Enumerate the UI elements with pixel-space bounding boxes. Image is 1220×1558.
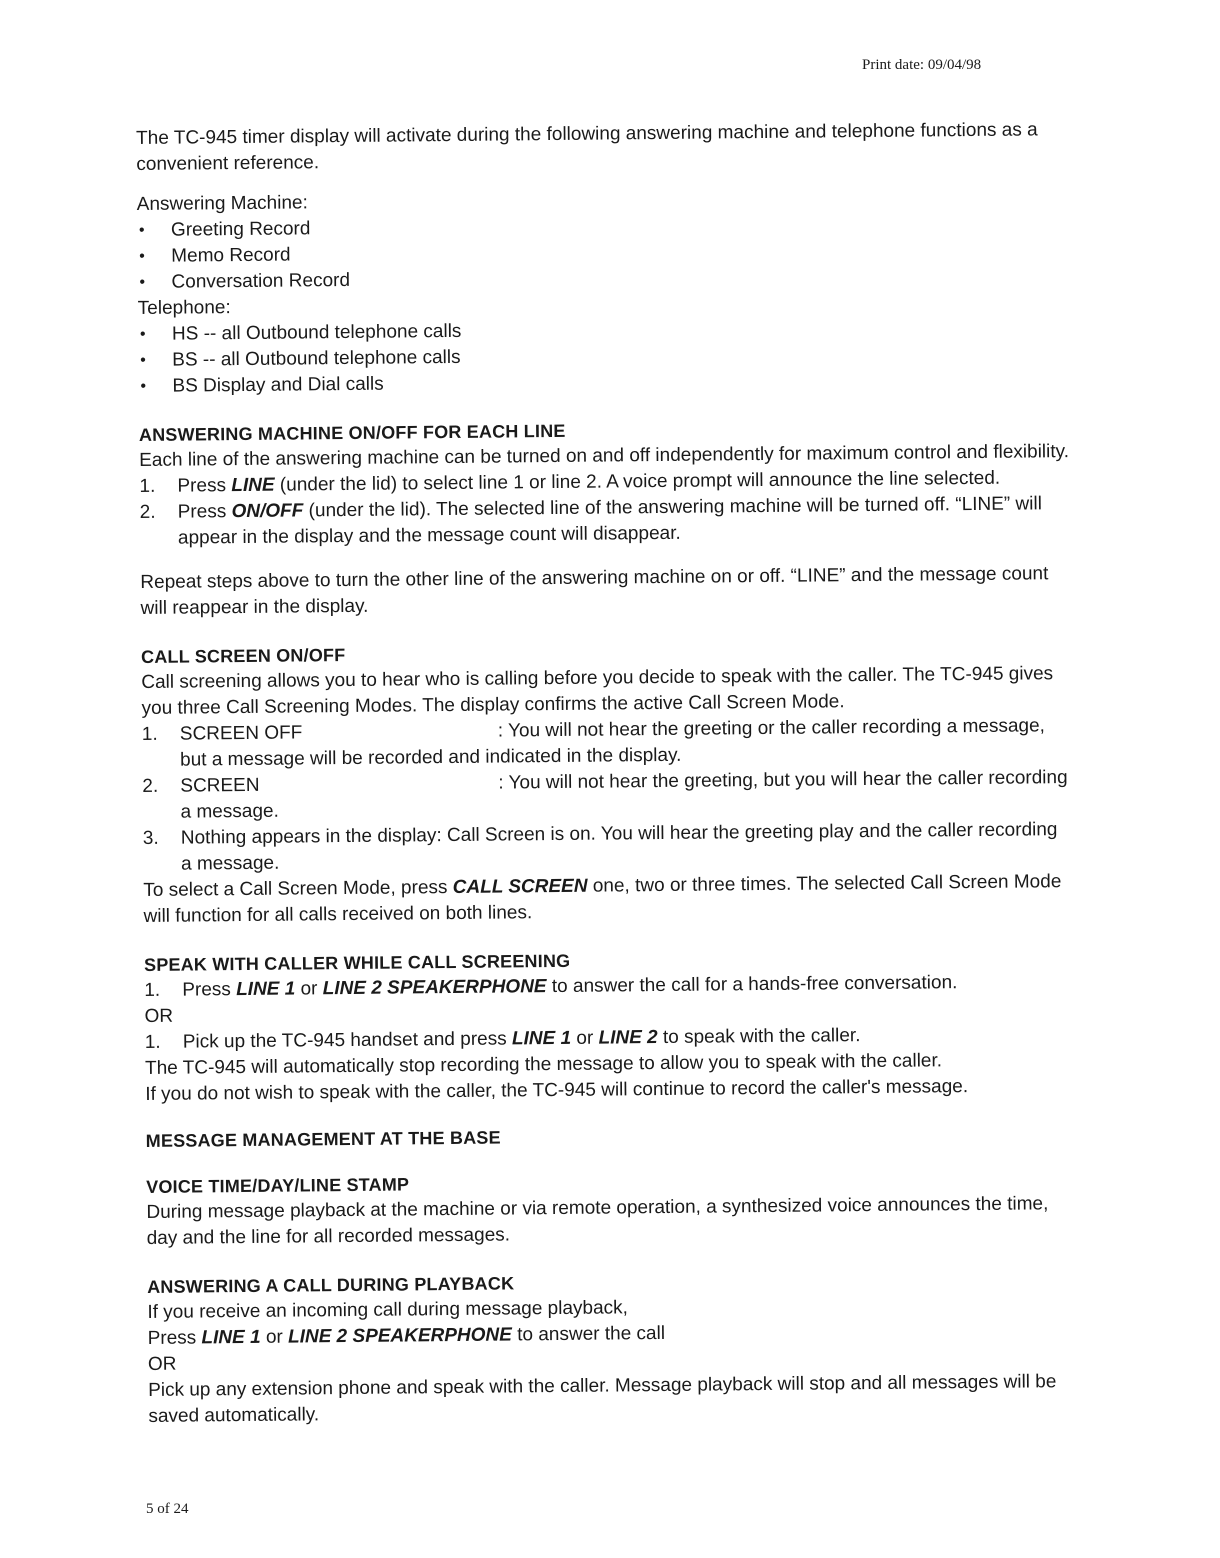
- list-item: • Conversation Record: [137, 261, 1067, 296]
- document-body: [136, 117, 1078, 1430]
- mode-term: SCREEN: [180, 774, 260, 797]
- section-paragraph: Each line of the answering machine can be turned on and off independently for maximum control and flexibility.: [139, 441, 1070, 471]
- mode-item: 1. SCREEN OFF : You will not hear the greeting or the caller recording a message, but a message will be recorded and indicated in the display.: [141, 715, 1046, 771]
- page-number: 5 of 24: [146, 1501, 189, 1517]
- section-paragraph: Call screening allows you to hear who is calling before you decide to speak with the caller. The TC-945 gives you three Call Screening Modes. The display confirms the active Call Screen Mode.: [141, 663, 1054, 719]
- section-paragraph: To select a Call Screen Mode, press CALL SCREEN one, two or three times. The selected Call Screen Mode will function for all calls received on both lines.: [143, 871, 1062, 927]
- list-item: • BS Display and Dial calls: [138, 365, 1068, 400]
- section-heading: ANSWERING MACHINE ON/OFF FOR EACH LINE: [138, 420, 566, 445]
- list-item: • Memo Record: [137, 235, 1067, 270]
- mode-list: [142, 713, 1073, 878]
- list-item: • BS -- all Outbound telephone calls: [138, 339, 1068, 374]
- key-name: LINE 2 SPEAKERPHONE: [322, 976, 547, 1000]
- step-list: [139, 465, 1070, 552]
- key-name: LINE 1: [511, 1027, 572, 1050]
- section-paragraph: If you do not wish to speak with the caller, the TC-945 will continue to record the caller's message.: [145, 1076, 969, 1105]
- section-paragraph: If you receive an incoming call during message playback,: [147, 1297, 628, 1323]
- answering-machine-label: Answering Machine:: [136, 192, 308, 215]
- step-item: 1. Press LINE (under the lid) to select line 1 or line 2. A voice prompt will announce the line selected.: [139, 467, 1001, 497]
- section-heading: SPEAK WITH CALLER WHILE CALL SCREENING: [143, 950, 571, 975]
- step-item: 2. Press ON/OFF (under the lid). The selected line of the answering machine will be turned off. “LINE” will appear in the display and the message count will disappear.: [139, 493, 1042, 549]
- telephone-label: Telephone:: [137, 297, 231, 319]
- key-name: LINE 2: [598, 1027, 658, 1049]
- mode-term: SCREEN OFF: [179, 722, 303, 745]
- section-heading: VOICE TIME/DAY/LINE STAMP: [146, 1174, 410, 1197]
- key-name: CALL SCREEN: [452, 875, 588, 898]
- key-name: LINE 1: [201, 1326, 261, 1349]
- key-name: LINE: [231, 474, 275, 497]
- intro-paragraph: The TC-945 timer display will activate during the following answering machine and telephone functions as a convenient reference.: [136, 119, 1038, 175]
- section-heading: CALL SCREEN ON/OFF: [141, 645, 346, 667]
- answering-machine-list: [137, 209, 1068, 296]
- step-item: 1. Pick up the TC-945 handset and press LINE 1 or LINE 2 to speak with the caller.: [144, 1025, 861, 1053]
- section-paragraph: Pick up any extension phone and speak with the caller. Message playback will stop and all messages will be saved automatically.: [148, 1371, 1057, 1427]
- section-paragraph: Repeat steps above to turn the other line of the answering machine on or off. “LINE” and the message count will reappear in the display.: [140, 563, 1049, 619]
- step-item: 1. Press LINE 1 or LINE 2 SPEAKERPHONE to answer the call for a hands-free conversation.: [144, 972, 958, 1001]
- list-item: • Greeting Record: [137, 209, 1067, 244]
- or-label: OR: [144, 1005, 174, 1027]
- telephone-list: [138, 313, 1069, 400]
- key-name: LINE 1: [236, 978, 296, 1001]
- mode-item: 3. Nothing appears in the display: Call Screen is on. You will hear the greeting play and the caller recording a message.: [142, 819, 1058, 875]
- section-paragraph: Press LINE 1 or LINE 2 SPEAKERPHONE to answer the call: [147, 1322, 666, 1349]
- print-date: Print date: 09/04/98: [862, 57, 982, 73]
- section-paragraph: The TC-945 will automatically stop recording the message to allow you to speak with the caller.: [144, 1050, 943, 1079]
- list-item: • HS -- all Outbound telephone calls: [138, 313, 1068, 348]
- section-heading: MESSAGE MANAGEMENT AT THE BASE: [145, 1127, 501, 1151]
- section-paragraph: During message playback at the machine or via remote operation, a synthesized voice announces the time, day and the line for all recorded messages.: [146, 1193, 1049, 1249]
- key-name: ON/OFF: [231, 500, 304, 523]
- or-label: OR: [147, 1353, 177, 1375]
- section-heading: ANSWERING A CALL DURING PLAYBACK: [147, 1273, 515, 1297]
- key-name: LINE 2 SPEAKERPHONE: [287, 1324, 512, 1348]
- mode-item: 2. SCREEN : You will not hear the greeting, but you will hear the caller recording a message.: [142, 767, 1068, 823]
